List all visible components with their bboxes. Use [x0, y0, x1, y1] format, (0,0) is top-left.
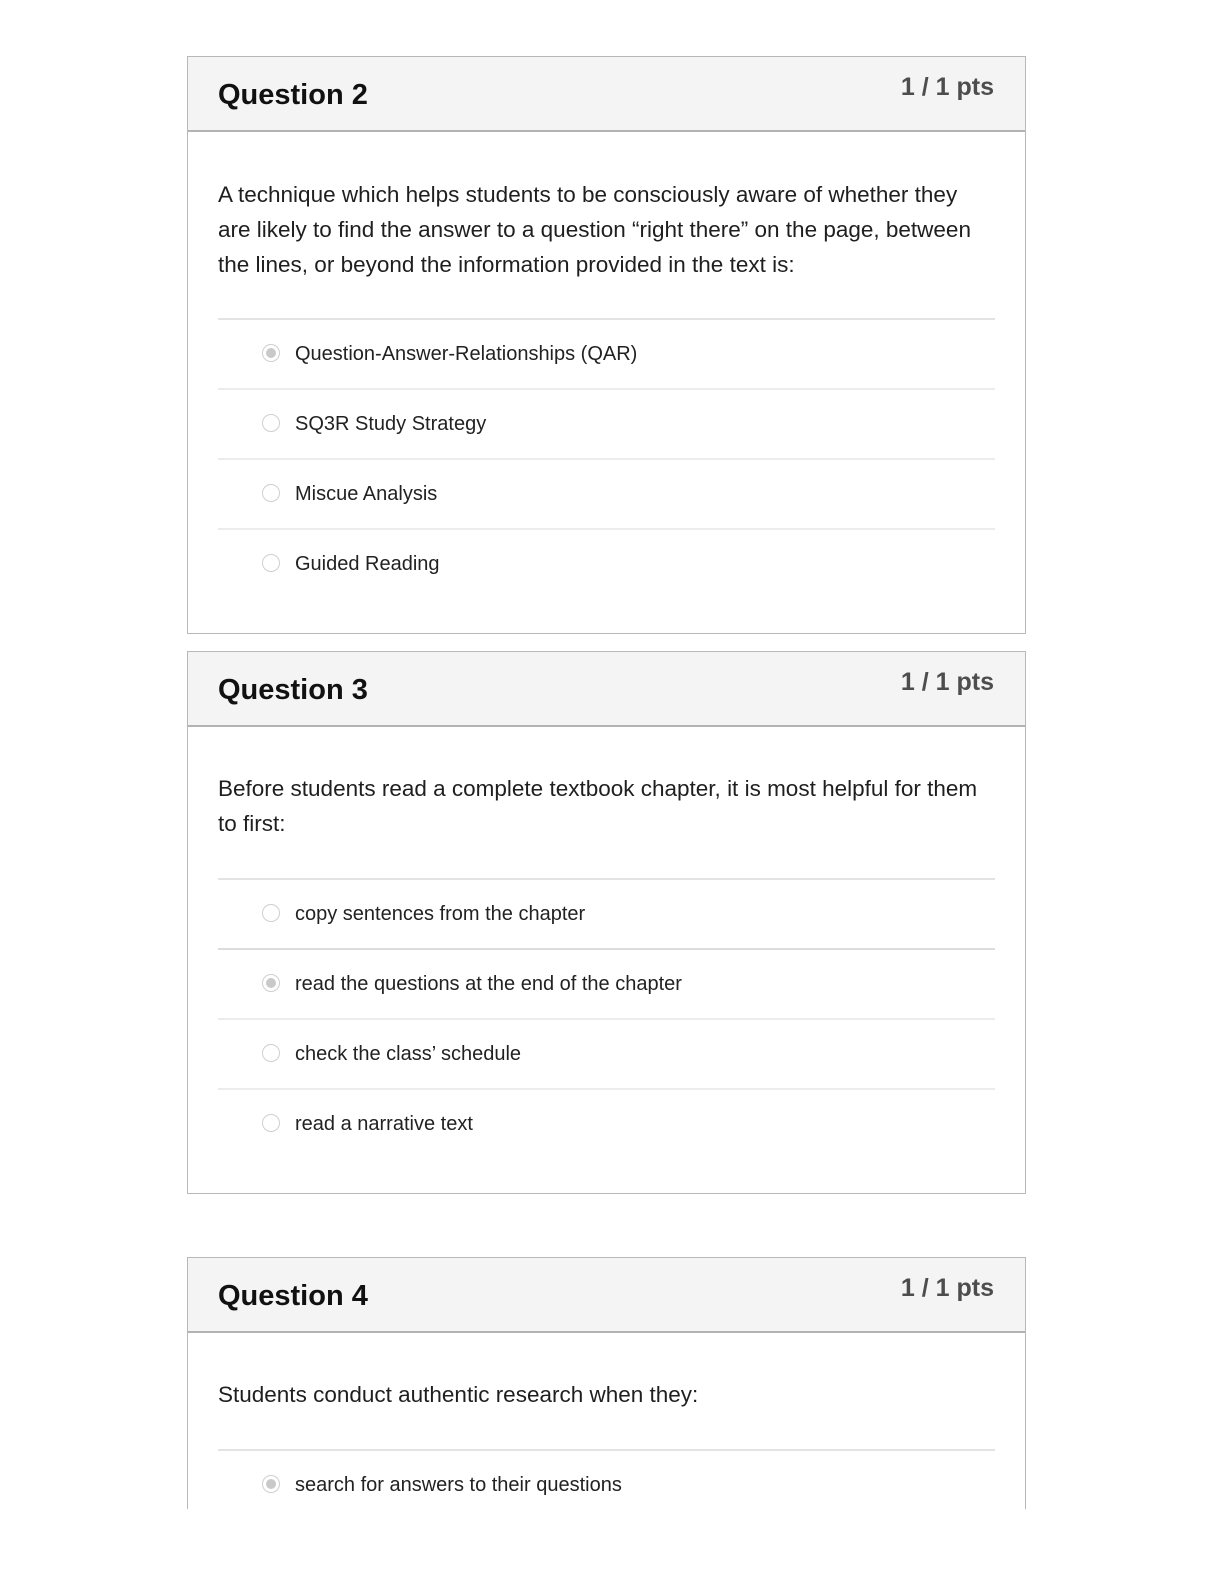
question-prompt: Before students read a complete textbook chapter, it is most helpful for them to first: — [218, 776, 978, 836]
question-card — [187, 651, 1026, 1194]
answer-label: check the class’ schedule — [295, 1043, 522, 1065]
answer-list — [218, 318, 995, 600]
answer-option[interactable] — [218, 1090, 995, 1160]
answer-label: read a narrative text — [295, 1113, 473, 1135]
answer-option[interactable] — [218, 1451, 995, 1509]
answer-label: read the questions at the end of the chapter — [295, 973, 682, 995]
radio-selected-icon[interactable] — [262, 1475, 280, 1493]
answer-option[interactable] — [218, 950, 995, 1020]
radio-icon[interactable] — [262, 904, 280, 922]
question-body — [188, 1333, 1025, 1509]
question-header — [188, 1258, 1025, 1333]
question-title: Question 2 — [218, 79, 368, 111]
question-prompt: Students conduct authentic research when they: — [218, 1382, 699, 1407]
question-card — [187, 56, 1026, 634]
question-body — [188, 727, 1025, 1160]
answer-list — [218, 1449, 995, 1509]
answer-label: search for answers to their questions — [295, 1474, 622, 1496]
answer-label: Question-Answer-Relationships (QAR) — [295, 343, 638, 365]
question-card — [187, 1257, 1026, 1509]
question-body — [188, 132, 1025, 600]
question-prompt: A technique which helps students to be consciously aware of whether they are likely to find the answer to a question “right there” on the page, between the lines, or beyond the information provided in the text is: — [218, 182, 971, 277]
answer-option[interactable] — [218, 390, 995, 460]
question-points: 1 / 1 pts — [900, 73, 994, 101]
answer-label: Guided Reading — [295, 553, 440, 575]
question-header — [188, 57, 1025, 132]
question-title: Question 3 — [218, 674, 368, 706]
answer-option[interactable] — [218, 1020, 995, 1090]
question-points: 1 / 1 pts — [900, 668, 994, 696]
radio-icon[interactable] — [262, 414, 280, 432]
radio-icon[interactable] — [262, 554, 280, 572]
question-header — [188, 652, 1025, 727]
question-points: 1 / 1 pts — [900, 1274, 994, 1302]
answer-option[interactable] — [218, 460, 995, 530]
answer-option[interactable] — [218, 530, 995, 600]
answer-list — [218, 878, 995, 1160]
radio-icon[interactable] — [262, 1044, 280, 1062]
answer-option[interactable] — [218, 880, 995, 950]
answer-option[interactable] — [218, 320, 995, 390]
answer-label: copy sentences from the chapter — [295, 903, 586, 925]
question-title: Question 4 — [218, 1280, 368, 1312]
radio-icon[interactable] — [262, 484, 280, 502]
radio-selected-icon[interactable] — [262, 974, 280, 992]
answer-label: Miscue Analysis — [295, 483, 438, 505]
radio-icon[interactable] — [262, 1114, 280, 1132]
radio-selected-icon[interactable] — [262, 344, 280, 362]
answer-label: SQ3R Study Strategy — [295, 413, 487, 435]
